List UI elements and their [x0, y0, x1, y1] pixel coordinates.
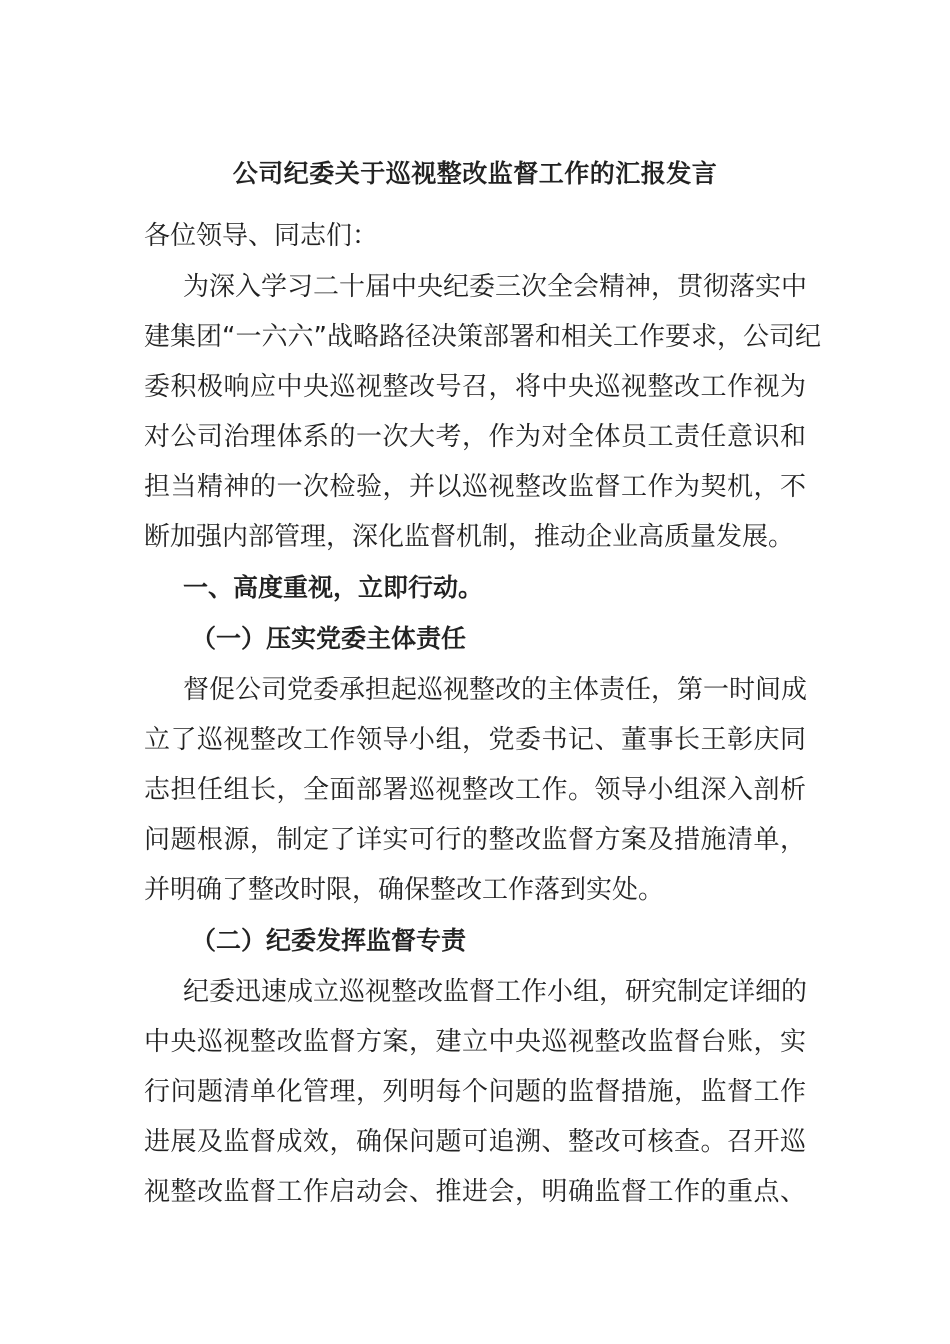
body-line: 中央巡视整改监督方案，建立中央巡视整改监督台账，实	[144, 1027, 806, 1057]
body-line: 问题根源，制定了详实可行的整改监督方案及措施清单，	[144, 825, 806, 855]
intro-line: 断加强内部管理，深化监督机制，推动企业高质量发展。	[144, 522, 795, 552]
intro-line: 建集团“一六六”战略路径决策部署和相关工作要求，公司纪	[144, 322, 821, 352]
intro-line: 为深入学习二十届中央纪委三次全会精神，贯彻落实中	[183, 272, 808, 302]
body-line: 督促公司党委承担起巡视整改的主体责任，第一时间成	[183, 675, 808, 705]
subsection-heading: （二）纪委发挥监督专责	[191, 926, 467, 955]
intro-line: 对公司治理体系的一次大考，作为对全体员工责任意识和	[144, 422, 806, 452]
body-line: 纪委迅速成立巡视整改监督工作小组，研究制定详细的	[183, 977, 808, 1007]
body-line: 志担任组长，全面部署巡视整改工作。领导小组深入剖析	[144, 775, 806, 805]
subsection-heading: （一）压实党委主体责任	[191, 624, 467, 653]
intro-line: 委积极响应中央巡视整改号召，将中央巡视整改工作视为	[144, 372, 806, 402]
document-title: 公司纪委关于巡视整改监督工作的汇报发言	[232, 159, 718, 188]
body-line: 进展及监督成效，确保问题可追溯、整改可核查。召开巡	[144, 1127, 806, 1157]
body-line: 行问题清单化管理，列明每个问题的监督措施，监督工作	[144, 1077, 806, 1107]
body-line: 视整改监督工作启动会、推进会，明确监督工作的重点、	[144, 1177, 806, 1207]
intro-line: 担当精神的一次检验，并以巡视整改监督工作为契机，不	[144, 472, 806, 502]
body-line: 立了巡视整改工作领导小组，党委书记、董事长王彰庆同	[144, 725, 806, 755]
body-line: 并明确了整改时限，确保整改工作落到实处。	[144, 875, 665, 905]
greeting: 各位领导、同志们：	[144, 221, 379, 251]
section-heading: 一、高度重视，立即行动。	[183, 573, 484, 602]
